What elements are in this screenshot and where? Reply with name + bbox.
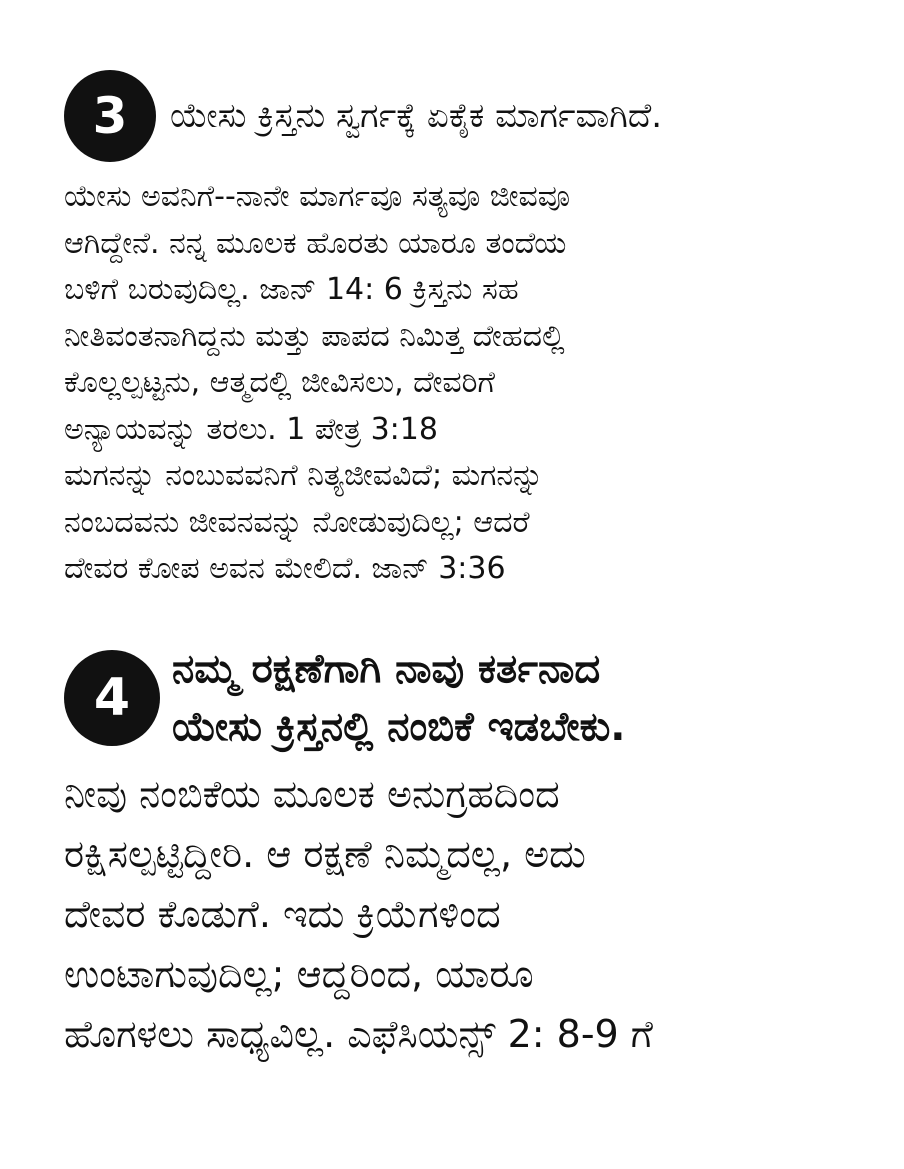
section-title: ಯೇಸು ಕ್ರಿಸ್ತನು ಸ್ವರ್ಗಕ್ಕೆ ಏಕೈಕ ಮಾರ್ಗವಾಗಿದೆ. — [170, 96, 663, 136]
section-body — [64, 764, 864, 1064]
body-line: ದೇವರ ಕೋಪ ಅವನ ಮೇಲಿದೆ. ಜಾನ್ 3:36 — [64, 551, 506, 586]
body-line: ನಂಬದವನು ಜೀವನವನ್ನು ನೋಡುವುದಿಲ್ಲ; ಆದರೆ — [64, 504, 530, 540]
body-line: ಉಂಟಾಗುವುದಿಲ್ಲ; ಆದ್ದರಿಂದ, ಯಾರೂ — [64, 952, 534, 996]
body-line: ಹೊಗಳಲು ಸಾಧ್ಯವಿಲ್ಲ. ಎಫೆಸಿಯನ್ಸ್ 2: 8-9 ಗೆ — [64, 1012, 653, 1056]
section-3 — [64, 70, 864, 593]
section-3-heading — [64, 70, 864, 162]
body-line: ಬಳಿಗೆ ಬರುವುದಿಲ್ಲ. ಜಾನ್ 14: 6 ಕ್ರಿಸ್ತನು ಸಹ — [64, 272, 519, 307]
section-number-badge: 4 — [64, 650, 160, 746]
body-line: ಯೇಸು ಅವನಿಗೆ--ನಾನೇ ಮಾರ್ಗವೂ ಸತ್ಯವೂ ಜೀವವೂ — [64, 179, 571, 214]
section-body — [64, 174, 864, 593]
body-line: ರಕ್ಷಿಸಲ್ಪಟ್ಟಿದ್ದೀರಿ. ಆ ರಕ್ಷಣೆ ನಿಮ್ಮದಲ್ಲ, ಅದು — [64, 832, 586, 876]
body-line: ದೇವರ ಕೊಡುಗೆ. ಇದು ಕ್ರಿಯೆಗಳಿಂದ — [64, 892, 501, 936]
body-line: ಕೊಲ್ಲಲ್ಪಟ್ಟನು, ಆತ್ಮದಲ್ಲಿ ಜೀವಿಸಲು, ದೇವರಿಗೆ — [64, 365, 495, 400]
section-4 — [64, 640, 864, 1064]
section-number-badge: 3 — [64, 70, 156, 162]
title-line: ಯೇಸು ಕ್ರಿಸ್ತನಲ್ಲಿ ನಂಬಿಕೆ ಇಡಬೇಕು. — [172, 704, 626, 750]
body-line: ನೀತಿವಂತನಾಗಿದ್ದನು ಮತ್ತು ಪಾಪದ ನಿಮಿತ್ತ ದೇಹದಲ್ಲಿ — [64, 318, 565, 354]
section-4-heading — [64, 640, 864, 756]
title-line: ನಮ್ಮ ರಕ್ಷಣೆಗಾಗಿ ನಾವು ಕರ್ತನಾದ — [172, 646, 601, 692]
body-line: ಆಗಿದ್ದೇನೆ. ನನ್ನ ಮೂಲಕ ಹೊರತು ಯಾರೂ ತಂದೆಯ — [64, 225, 567, 261]
body-line: ನೀವು ನಂಬಿಕೆಯ ಮೂಲಕ ಅನುಗ್ರಹದಿಂದ — [64, 772, 560, 816]
body-line: ಅನ್ಯಾಯವನ್ನು ತರಲು. 1 ಪೇತ್ರ 3:18 — [64, 411, 438, 447]
section-title — [172, 640, 626, 756]
body-line: ಮಗನನ್ನು ನಂಬುವವನಿಗೆ ನಿತ್ಯಜೀವವಿದೆ; ಮಗನನ್ನು — [64, 458, 544, 493]
